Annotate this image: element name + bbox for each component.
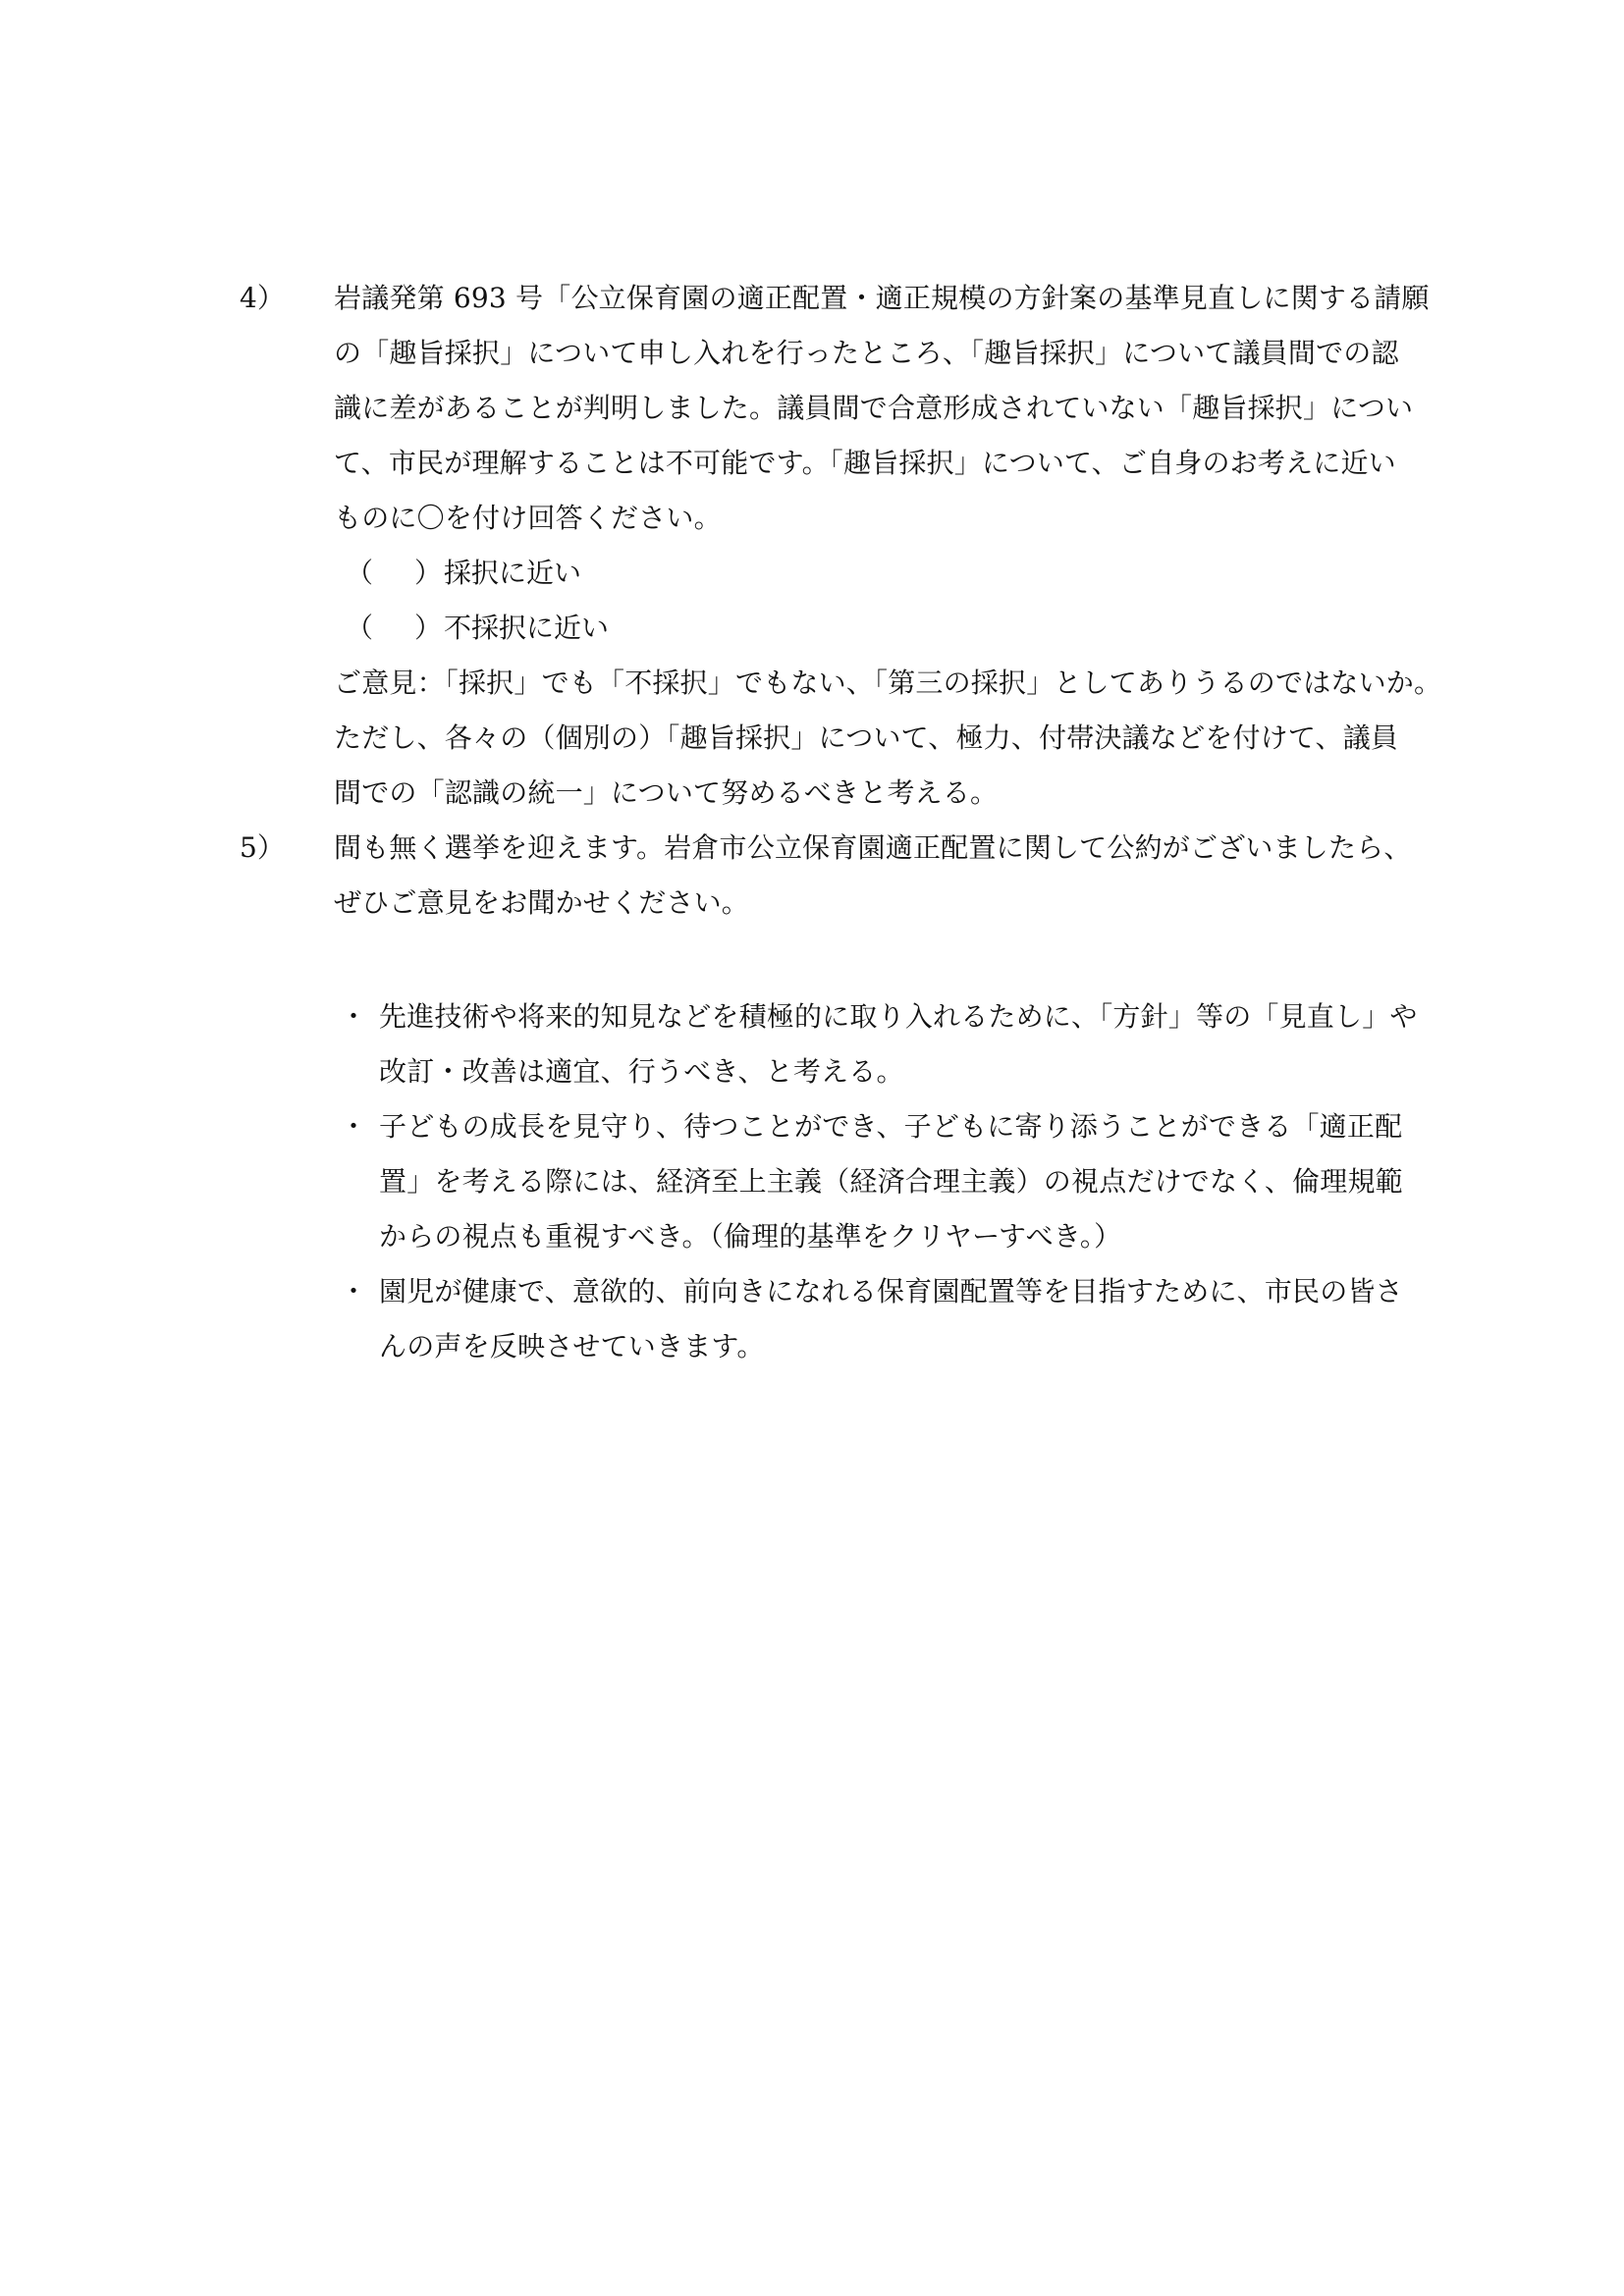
option-label: 採択に近い — [444, 557, 582, 589]
answer-bullet: ・ — [340, 1110, 368, 1143]
question-number: 4） — [240, 282, 285, 314]
question-text-line: て、市民が理解することは不可能です。「趣旨採択」について、ご自身のお考えに近い — [334, 447, 1396, 479]
option-label: 不採択に近い — [444, 612, 610, 644]
opinion-text-line: ご意見：「採択」でも「不採択」でもない、「第三の採択」としてありうるのではないか。 — [334, 667, 1442, 699]
option-paren-open: （ — [346, 557, 374, 589]
answer-text-line: んの声を反映させていきます。 — [379, 1330, 765, 1362]
answer-option-adopt — [346, 546, 581, 601]
question-number: 5） — [240, 831, 285, 864]
option-paren-open: （ — [346, 612, 374, 644]
answer-text-line: 改訂・改善は適宜、行うべき、と考える。 — [379, 1055, 904, 1088]
answer-bullet: ・ — [340, 1000, 368, 1033]
answer-text-line: からの視点も重視すべき。（倫理的基準をクリヤーすべき。） — [379, 1220, 1122, 1253]
answer-text-line: 置」を考える際には、経済至上主義（経済合理主義）の視点だけでなく、倫理規範 — [379, 1165, 1403, 1198]
opinion-text-line: 間での「認識の統一」について努めるべきと考える。 — [334, 776, 999, 809]
option-paren-close: ） — [414, 612, 443, 644]
answer-text-line: 先進技術や将来的知見などを積極的に取り入れるために、「方針」等の「見直し」や — [379, 1000, 1418, 1033]
question-text-line: 岩議発第 693 号「公立保育園の適正配置・適正規模の方針案の基準見直しに関する請願 — [334, 282, 1430, 314]
question-text-line: ぜひご意見をお聞かせください。 — [334, 886, 750, 919]
question-text-line: ものに〇を付け回答ください。 — [334, 502, 722, 534]
opinion-text-line: ただし、各々の（個別の）「趣旨採択」について、極力、付帯決議などを付けて、議員 — [334, 721, 1399, 754]
question-text-line: 間も無く選挙を迎えます。岩倉市公立保育園適正配置に関して公約がございましたら、 — [334, 831, 1412, 864]
answer-option-reject — [346, 601, 609, 656]
answer-text-line: 子どもの成長を見守り、待つことができ、子どもに寄り添うことができる「適正配 — [379, 1110, 1403, 1143]
answer-bullet: ・ — [340, 1275, 368, 1308]
question-text-line: の「趣旨採択」について申し入れを行ったところ、「趣旨採択」について議員間での認 — [334, 337, 1399, 369]
answer-text-line: 園児が健康で、意欲的、前向きになれる保育園配置等を目指すために、市民の皆さ — [379, 1275, 1403, 1308]
option-paren-close: ） — [414, 557, 443, 589]
question-text-line: 識に差があることが判明しました。議員間で合意形成されていない「趣旨採択」につい — [334, 392, 1414, 424]
